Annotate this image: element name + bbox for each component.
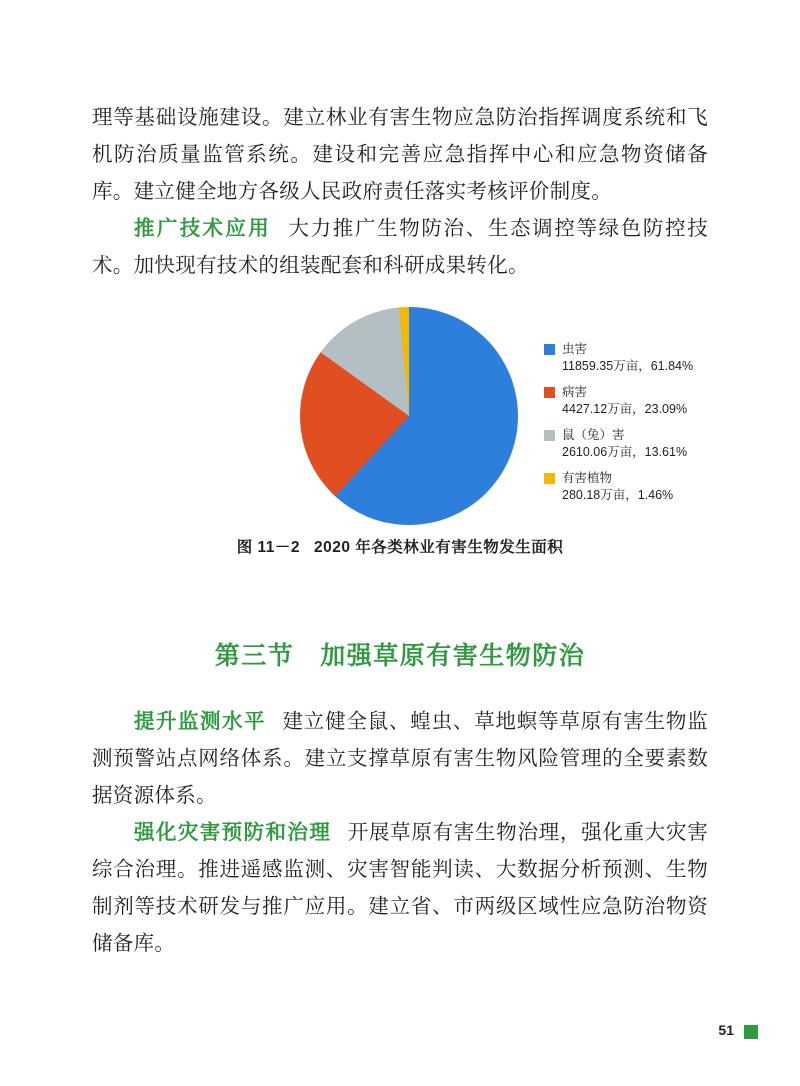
legend-label: 病害 [562,385,588,399]
legend-value: 4427.12万亩，23.09% [562,402,688,416]
legend-swatch-icon [544,473,555,484]
legend-item [544,427,724,461]
paragraph-3-body: 建立健全鼠、蝗虫、草地螟等草原有害生物监测预警站点网络体系。建立支撑草原有害生物风险管理的全要素数据资源体系。 [92,711,708,807]
legend-item [544,384,724,418]
legend-item [544,341,724,375]
section-label: 第三节 [214,643,295,670]
legend-label: 鼠（兔）害 [562,428,625,442]
page-corner-mark [744,1025,758,1039]
legend-swatch-icon [544,344,555,355]
page-content [92,100,708,963]
figure-pie-chart [92,303,708,558]
legend-swatch-icon [544,430,555,441]
paragraph-2 [92,211,708,285]
legend-label: 有害植物 [562,471,613,485]
figure-caption [92,535,708,557]
pie-chart [300,307,518,525]
chart-legend [544,341,724,513]
legend-label: 虫害 [562,342,588,356]
figure-title: 2020 年各类林业有害生物发生面积 [314,539,564,556]
pie-slices [300,307,518,525]
legend-value: 280.18万亩，1.46% [562,488,674,502]
legend-item [544,470,724,504]
section-title: 加强草原有害生物防治 [320,643,586,670]
legend-value: 11859.35万亩，61.84% [562,359,694,373]
legend-value: 2610.06万亩，13.61% [562,445,688,459]
legend-swatch-icon [544,387,555,398]
figure-number: 图 11－2 [236,539,300,556]
paragraph-3-lead: 提升监测水平 [134,711,266,733]
paragraph-1: 理等基础设施建设。建立林业有害生物应急防治指挥调度系统和飞机防治质量监管系统。建设和完善应急指挥中心和应急物资储备库。建立健全地方各级人民政府责任落实考核评价制度。 [92,107,708,203]
paragraph-4-lead: 强化灾害预防和治理 [134,822,332,844]
paragraph-3 [92,704,708,815]
paragraph-4-body: 开展草原有害生物治理，强化重大灾害综合治理。推进遥感监测、灾害智能判读、大数据分析预测、生物制剂等技术研发与推广应用。建立省、市两级区域性应急防治物资储备库。 [92,822,709,955]
section-heading [92,636,708,672]
paragraph-2-lead: 推广技术应用 [134,218,272,240]
paragraph-2-body: 大力推广生物防治、生态调控等绿色防控技术。加快现有技术的组装配套和科研成果转化。 [92,218,709,277]
paragraph-4 [92,815,708,963]
page-number: 51 [718,1022,734,1038]
